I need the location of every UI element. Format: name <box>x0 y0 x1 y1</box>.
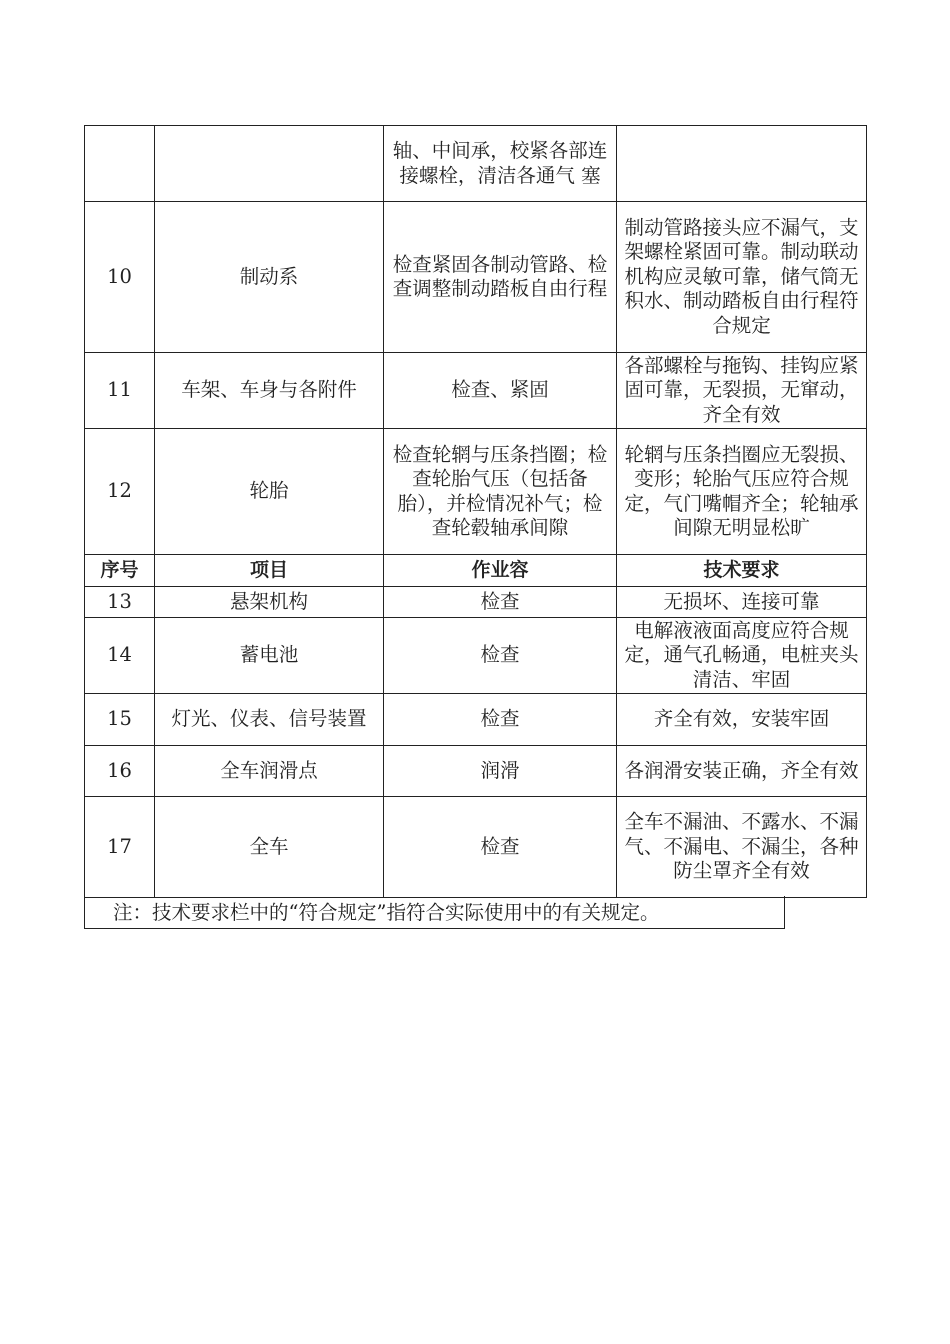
cell-item <box>155 126 384 202</box>
header-content: 作业容 <box>384 555 617 587</box>
cell-req: 齐全有效，安装牢固 <box>617 694 867 746</box>
cell-req: 轮辋与压条挡圈应无裂损、变形；轮胎气压应符合规定，气门嘴帽齐全；轮轴承间隙无明显松旷 <box>617 429 867 555</box>
cell-item: 制动系 <box>155 202 384 353</box>
table-header-row <box>85 555 867 587</box>
cell-no: 14 <box>85 618 155 694</box>
cell-req <box>617 126 867 202</box>
header-item: 项目 <box>155 555 384 587</box>
cell-item: 灯光、仪表、信号装置 <box>155 694 384 746</box>
table-row <box>85 694 867 746</box>
cell-content: 检查 <box>384 694 617 746</box>
maintenance-table <box>84 125 867 898</box>
cell-item: 轮胎 <box>155 429 384 555</box>
cell-content: 检查 <box>384 618 617 694</box>
table-row <box>85 429 867 555</box>
table-row <box>85 587 867 618</box>
cell-no: 16 <box>85 746 155 797</box>
cell-no: 10 <box>85 202 155 353</box>
cell-item: 车架、车身与各附件 <box>155 353 384 429</box>
cell-no: 17 <box>85 797 155 898</box>
cell-no: 11 <box>85 353 155 429</box>
cell-content: 检查 <box>384 587 617 618</box>
cell-no <box>85 126 155 202</box>
cell-req: 各部螺栓与拖钩、挂钩应紧固可靠，无裂损，无窜动，齐全有效 <box>617 353 867 429</box>
header-req: 技术要求 <box>617 555 867 587</box>
table-row <box>85 353 867 429</box>
table-row <box>85 126 867 202</box>
cell-content: 检查、紧固 <box>384 353 617 429</box>
cell-no: 12 <box>85 429 155 555</box>
cell-content: 润滑 <box>384 746 617 797</box>
cell-no: 13 <box>85 587 155 618</box>
cell-content: 检查紧固各制动管路、检查调整制动踏板自由行程 <box>384 202 617 353</box>
cell-item: 全车 <box>155 797 384 898</box>
cell-item: 蓄电池 <box>155 618 384 694</box>
table-row <box>85 618 867 694</box>
table-row <box>85 797 867 898</box>
cell-content: 轴、中间承，校紧各部连接螺栓，清洁各通气 塞 <box>384 126 617 202</box>
cell-req: 无损坏、连接可靠 <box>617 587 867 618</box>
maintenance-table-wrapper <box>84 125 867 898</box>
table-row <box>85 746 867 797</box>
cell-content: 检查 <box>384 797 617 898</box>
cell-req: 各润滑安装正确，齐全有效 <box>617 746 867 797</box>
cell-item: 悬架机构 <box>155 587 384 618</box>
cell-req: 全车不漏油、不露水、不漏气、不漏电、不漏尘，各种防尘罩齐全有效 <box>617 797 867 898</box>
cell-req: 制动管路接头应不漏气，支架螺栓紧固可靠。制动联动机构应灵敏可靠，储气筒无积水、制动踏板自由行程符合规定 <box>617 202 867 353</box>
cell-content: 检查轮辋与压条挡圈；检查轮胎气压（包括备胎），并检情况补气；检查轮毂轴承间隙 <box>384 429 617 555</box>
cell-item: 全车润滑点 <box>155 746 384 797</box>
table-row <box>85 202 867 353</box>
cell-no: 15 <box>85 694 155 746</box>
cell-req: 电解液液面高度应符合规定，通气孔畅通，电桩夹头清洁、牢固 <box>617 618 867 694</box>
footnote: 注：技术要求栏中的“符合规定”指符合实际使用中的有关规定。 <box>84 896 785 929</box>
header-no: 序号 <box>85 555 155 587</box>
